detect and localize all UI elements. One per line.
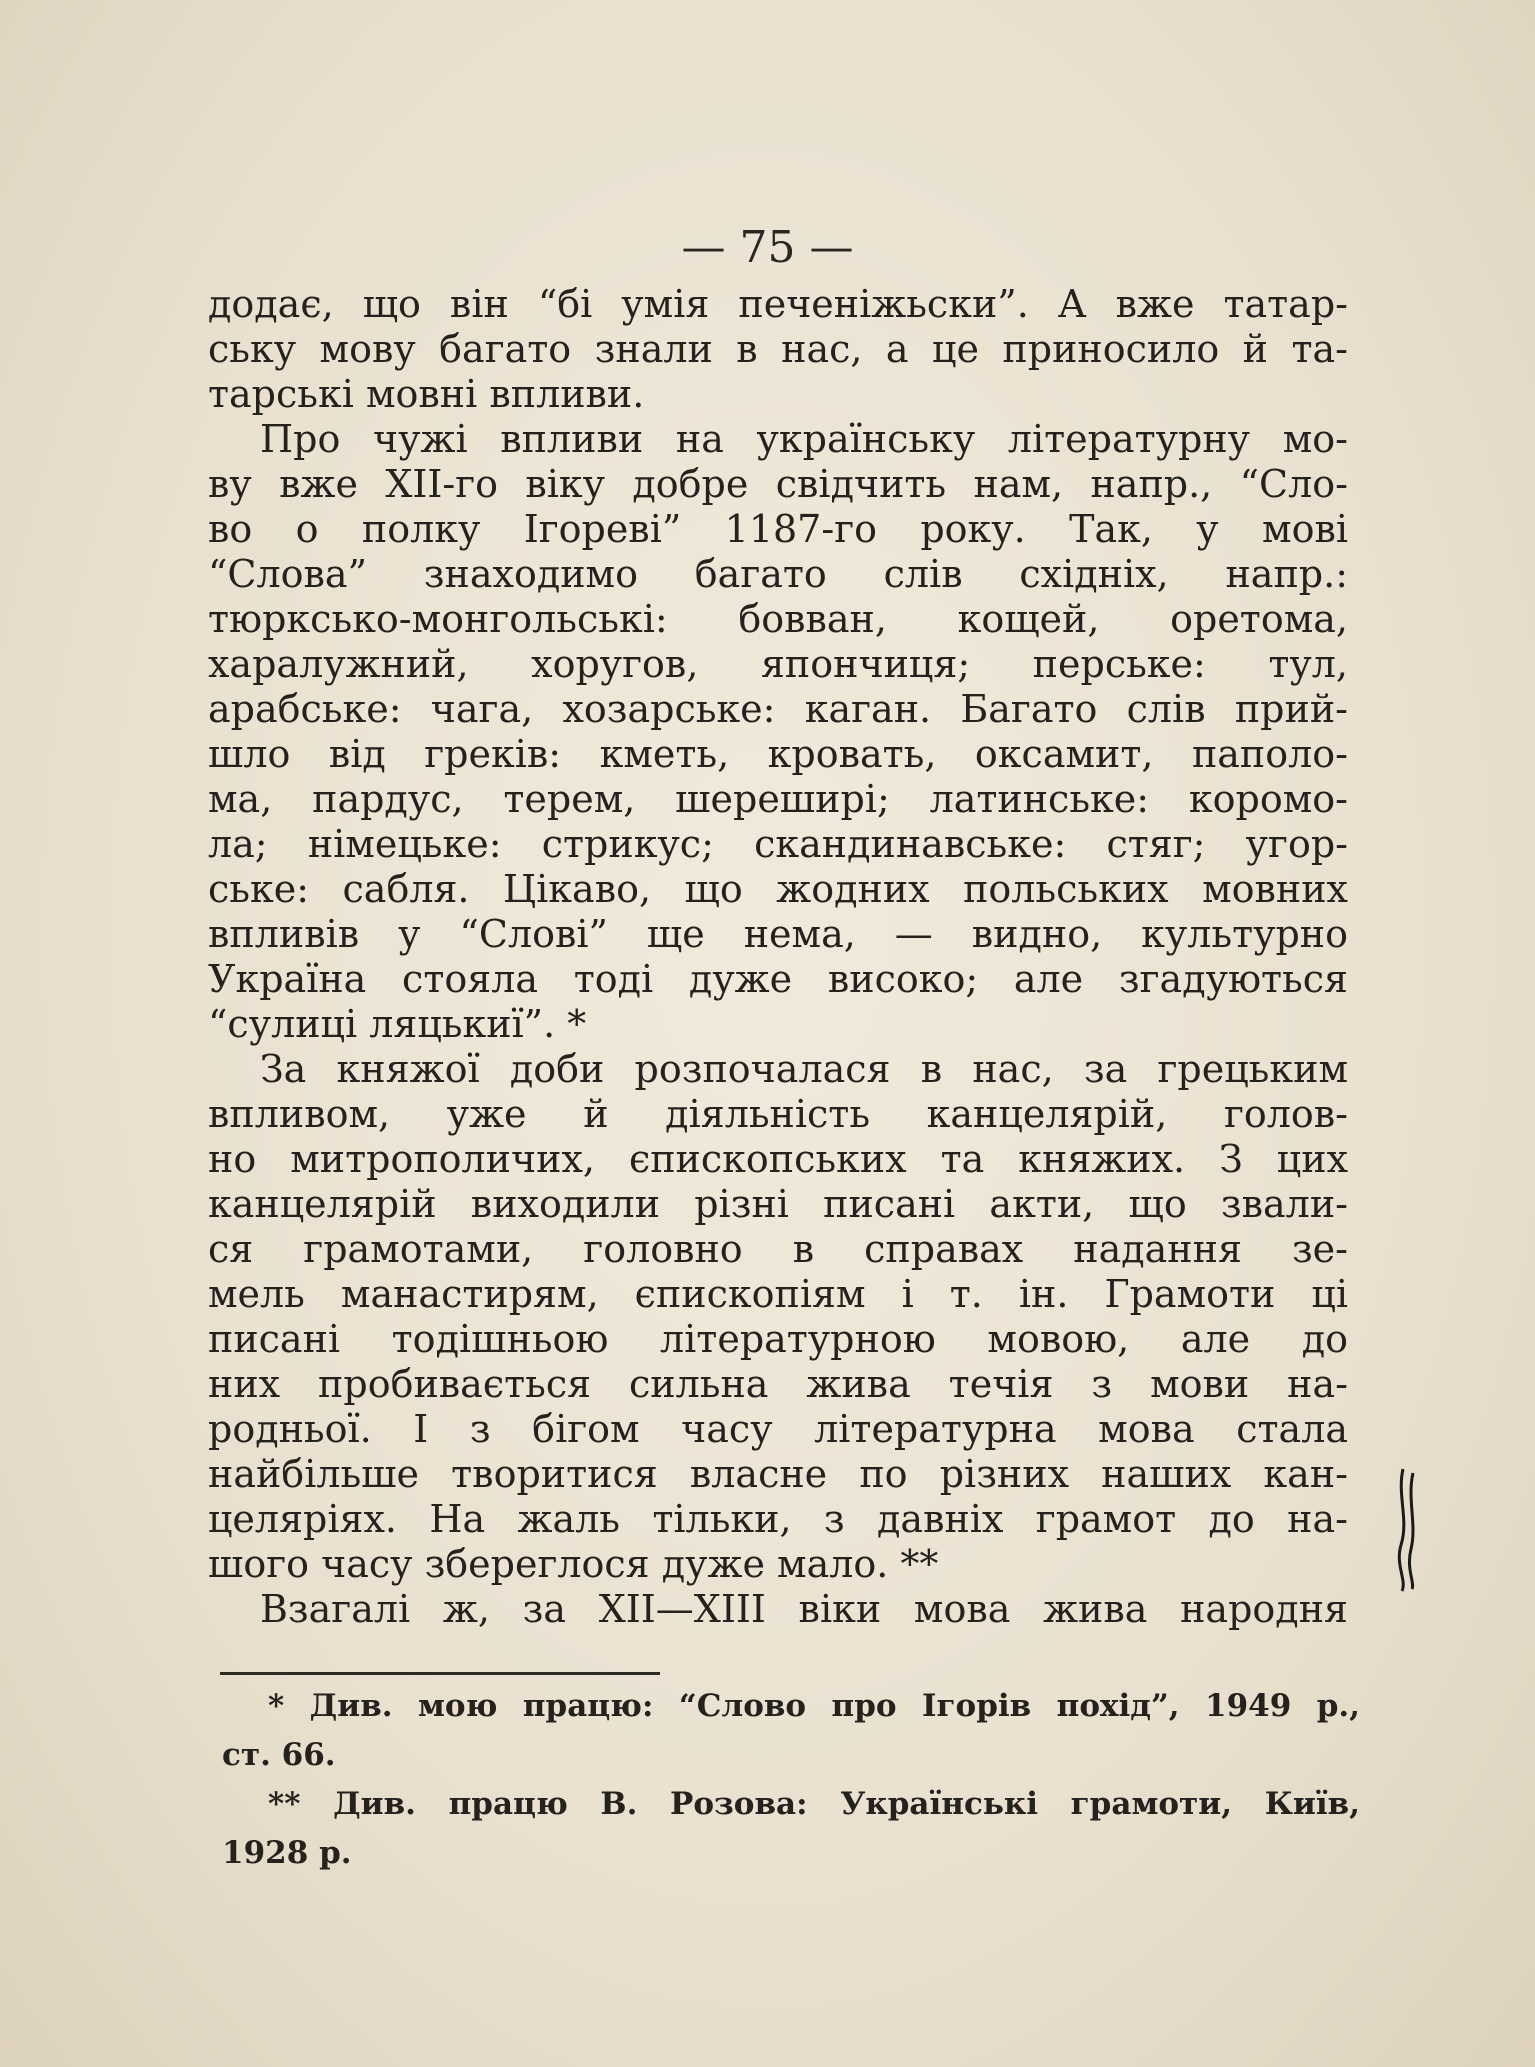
text-line: Україна стояла тоді дуже високо; але згадуються bbox=[208, 957, 1348, 1001]
text-line: ське: сабля. Цікаво, що жодних польських мовних bbox=[208, 867, 1348, 911]
text-line: найбільше творитися власне по різних наших кан- bbox=[208, 1452, 1348, 1496]
footnote-line: ** Див. працю В. Розова: Українські грамоти, Київ, bbox=[268, 1786, 1360, 1822]
text-line: шло від греків: кметь, кровать, оксамит, паполо- bbox=[208, 732, 1348, 776]
page-number: — 75 — bbox=[681, 222, 854, 273]
body-text bbox=[208, 282, 1348, 1632]
text-line: писані тодішньою літературною мовою, але до bbox=[208, 1317, 1348, 1361]
footnote-divider bbox=[220, 1672, 660, 1675]
text-line: ську мову багато знали в нас, а це приносило й та- bbox=[208, 327, 1348, 371]
text-line: За княжої доби розпочалася в нас, за грецьким bbox=[260, 1047, 1348, 1091]
footnote-line: ст. 66. bbox=[222, 1737, 336, 1773]
text-line: целяріях. На жаль тільки, з давніх грамот до на- bbox=[208, 1497, 1348, 1541]
text-line: ла; німецьке: стрикус; скандинавське: стяг; угор- bbox=[208, 822, 1348, 866]
text-line: во о полку Ігореві” 1187-го року. Так, у мові bbox=[208, 507, 1348, 551]
text-line: тарські мовні впливи. bbox=[208, 372, 645, 416]
text-line: “Слова” знаходимо багато слів східніх, напр.: bbox=[208, 552, 1348, 596]
handwritten-margin-mark bbox=[1393, 1465, 1423, 1595]
text-line: них пробивається сильна жива течія з мови на- bbox=[208, 1362, 1348, 1406]
text-line: харалужний, хоругов, япончиця; перське: тул, bbox=[208, 642, 1348, 686]
text-line: додає, що він “бі умія печеніжьски”. А вже татар- bbox=[208, 282, 1348, 326]
text-line: Про чужі впливи на українську літературну мо- bbox=[260, 417, 1348, 461]
text-line: Взагалі ж, за XII—XIII віки мова жива народня bbox=[260, 1587, 1348, 1631]
text-line: канцелярій виходили різні писані акти, що звали- bbox=[208, 1182, 1348, 1226]
text-line: ву вже XII-го віку добре свідчить нам, напр., “Сло- bbox=[208, 462, 1348, 506]
text-line: арабське: чага, хозарське: каган. Багато слів прий- bbox=[208, 687, 1348, 731]
text-line: впливом, уже й діяльність канцелярій, голов- bbox=[208, 1092, 1348, 1136]
text-line: но митрополичих, єпископських та княжих. З цих bbox=[208, 1137, 1348, 1181]
text-line: ся грамотами, головно в справах надання зе- bbox=[208, 1227, 1348, 1271]
text-line: родньої. І з бігом часу літературна мова стала bbox=[208, 1407, 1348, 1451]
text-line: шого часу збереглося дуже мало. ** bbox=[208, 1542, 939, 1586]
text-line: “сулиці ляцькиї”. * bbox=[208, 1002, 587, 1046]
text-line: тюрксько-монгольські: бовван, кощей, оретома, bbox=[208, 597, 1348, 641]
footnote-line: 1928 р. bbox=[222, 1835, 352, 1871]
text-line: ма, пардус, терем, шереширі; латинське: коромо- bbox=[208, 777, 1348, 821]
footnote-line: * Див. мою працю: “Слово про Ігорів похід”, 1949 р., bbox=[268, 1688, 1360, 1724]
footnotes bbox=[222, 1682, 1360, 1878]
text-line: впливів у “Слові” ще нема, — видно, культурно bbox=[208, 912, 1348, 956]
text-line: мель манастирям, єпископіям і т. ін. Грамоти ці bbox=[208, 1272, 1348, 1316]
